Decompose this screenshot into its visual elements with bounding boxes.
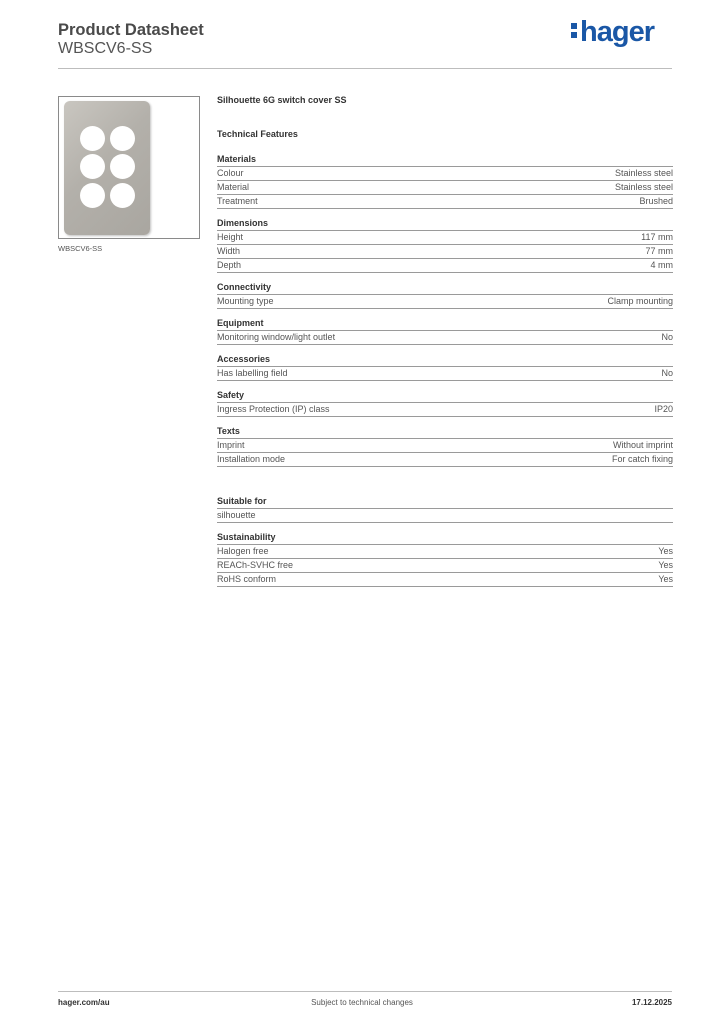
spec-value: Stainless steel bbox=[614, 182, 673, 192]
spec-label: Height bbox=[217, 232, 244, 242]
logo-dots-icon bbox=[571, 20, 577, 41]
spec-content bbox=[217, 95, 673, 587]
spec-label: silhouette bbox=[217, 510, 256, 520]
spec-section bbox=[217, 153, 673, 209]
spec-label: Depth bbox=[217, 260, 242, 270]
spec-value: Brushed bbox=[639, 196, 673, 206]
spec-label: Material bbox=[217, 182, 250, 192]
spec-section bbox=[217, 317, 673, 345]
spec-label: Treatment bbox=[217, 196, 258, 206]
spec-label: Monitoring window/light outlet bbox=[217, 332, 336, 342]
spec-section bbox=[217, 217, 673, 273]
spec-row bbox=[217, 259, 673, 273]
spec-section bbox=[217, 531, 673, 587]
spec-value: No bbox=[661, 332, 673, 342]
spec-section bbox=[217, 495, 673, 523]
spec-row bbox=[217, 545, 673, 559]
spec-label: RoHS conform bbox=[217, 574, 277, 584]
spec-row bbox=[217, 559, 673, 573]
technical-features-title: Technical Features bbox=[217, 129, 298, 139]
spec-section bbox=[217, 389, 673, 417]
footer-website[interactable]: hager.com/au bbox=[58, 998, 110, 1007]
spec-value: 117 mm bbox=[641, 232, 673, 242]
spec-row bbox=[217, 295, 673, 309]
footer-notice: Subject to technical changes bbox=[311, 998, 413, 1007]
spec-label: Colour bbox=[217, 168, 244, 178]
spec-label: Width bbox=[217, 246, 241, 256]
product-code: WBSCV6-SS bbox=[58, 40, 153, 57]
spec-value: For catch fixing bbox=[611, 454, 673, 464]
spec-row bbox=[217, 231, 673, 245]
spec-label: Has labelling field bbox=[217, 368, 288, 378]
switch-hole bbox=[80, 126, 105, 151]
product-image bbox=[58, 96, 200, 239]
spec-label: Halogen free bbox=[217, 546, 269, 556]
section-title: Texts bbox=[217, 425, 673, 439]
section-title: Materials bbox=[217, 153, 673, 167]
spec-row bbox=[217, 509, 673, 523]
spec-section bbox=[217, 425, 673, 467]
spec-value: Clamp mounting bbox=[607, 296, 673, 306]
section-title: Equipment bbox=[217, 317, 673, 331]
spec-label: Mounting type bbox=[217, 296, 274, 306]
spec-label: Installation mode bbox=[217, 454, 286, 464]
footer-date: 17.12.2025 bbox=[631, 998, 672, 1007]
page-title: Product Datasheet bbox=[58, 21, 204, 39]
spec-section bbox=[217, 281, 673, 309]
spec-row bbox=[217, 453, 673, 467]
switch-plate-icon bbox=[64, 101, 150, 235]
spec-row bbox=[217, 367, 673, 381]
spec-value: Yes bbox=[658, 574, 673, 584]
spec-row bbox=[217, 167, 673, 181]
spec-label: REACh-SVHC free bbox=[217, 560, 294, 570]
switch-hole bbox=[110, 183, 135, 208]
section-title: Suitable for bbox=[217, 495, 673, 509]
spec-value: Without imprint bbox=[612, 440, 673, 450]
section-title: Connectivity bbox=[217, 281, 673, 295]
spec-row bbox=[217, 439, 673, 453]
section-title: Dimensions bbox=[217, 217, 673, 231]
spec-row bbox=[217, 181, 673, 195]
header-divider bbox=[58, 68, 672, 69]
section-title: Accessories bbox=[217, 353, 673, 367]
spec-row bbox=[217, 403, 673, 417]
spec-label: Imprint bbox=[217, 440, 245, 450]
spec-value: No bbox=[661, 368, 673, 378]
spec-row bbox=[217, 195, 673, 209]
switch-hole bbox=[80, 183, 105, 208]
section-title: Sustainability bbox=[217, 531, 673, 545]
switch-hole bbox=[80, 154, 105, 179]
spec-row bbox=[217, 245, 673, 259]
spec-sections bbox=[217, 153, 673, 587]
spec-value: Stainless steel bbox=[614, 168, 673, 178]
spec-label: Ingress Protection (IP) class bbox=[217, 404, 330, 414]
footer-divider bbox=[58, 991, 672, 992]
spec-value: IP20 bbox=[654, 404, 673, 414]
section-title: Safety bbox=[217, 389, 673, 403]
switch-hole bbox=[110, 126, 135, 151]
spec-row bbox=[217, 331, 673, 345]
spec-value: Yes bbox=[658, 546, 673, 556]
spec-value: 77 mm bbox=[645, 246, 673, 256]
spec-value: Yes bbox=[658, 560, 673, 570]
hager-logo bbox=[571, 16, 654, 49]
product-name: Silhouette 6G switch cover SS bbox=[217, 95, 347, 105]
spec-row bbox=[217, 573, 673, 587]
switch-hole bbox=[110, 154, 135, 179]
spec-value: 4 mm bbox=[650, 260, 673, 270]
image-caption: WBSCV6-SS bbox=[58, 244, 103, 253]
logo-text: hager bbox=[580, 16, 654, 48]
spec-section bbox=[217, 353, 673, 381]
